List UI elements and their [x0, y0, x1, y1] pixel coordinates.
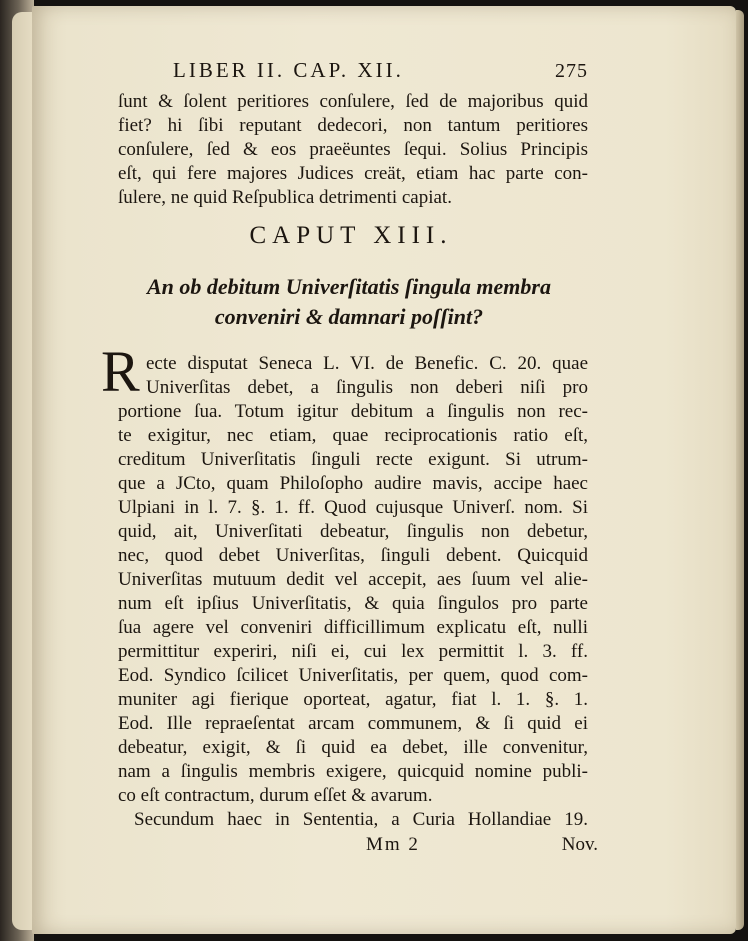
drop-cap: R	[101, 339, 140, 404]
text-line: portione ſua. Totum igitur debitum a ſingulis non rec-	[118, 401, 588, 422]
text-line: eſt, qui fere majores Judices creät, etiam hac parte con-	[118, 163, 588, 184]
text-line: ſunt & ſolent peritiores conſulere, ſed de majoribus quid	[118, 91, 588, 112]
page-fore-edge	[736, 10, 744, 930]
text-line: muniter agi fierique oporteat, agatur, fiat l. 1. §. 1.	[118, 689, 588, 710]
text-line: fiet? hi ſibi reputant dedecori, non tantum peritiores	[118, 115, 588, 136]
text-line: debeatur, exigit, & ſi quid ea debet, ille convenitur,	[118, 737, 588, 758]
text-line: Eod. Ille repraeſentat arcam communem, & ſi quid ei	[118, 713, 588, 734]
signature-mark: Mm 2	[366, 834, 420, 855]
text-line: nec, quod debet Univerſitas, ſinguli debent. Quicquid	[118, 545, 588, 566]
text-line: creditum Univerſitatis ſinguli recte exigunt. Si utrum-	[118, 449, 588, 470]
running-head-title: LIBER II. CAP. XII.	[173, 58, 404, 82]
text-line: co eſt contractum, durum eſſet & avarum.	[118, 785, 433, 806]
text-line: Eod. Syndico ſcilicet Univerſitatis, per quem, quod com-	[118, 665, 588, 686]
text-line: nam a ſingulis membris exigere, quicquid nomine publi-	[118, 761, 588, 782]
text-line: Ulpiani in l. 7. §. 1. ff. Quod cujusque Univerſ. nom. Si	[118, 497, 588, 518]
chapter-subtitle-line-2: conveniri & damnari poſſint?	[214, 304, 484, 329]
text-line: quid, ait, Univerſitati debeatur, ſingulis non debetur,	[118, 521, 588, 542]
page-number: 275	[555, 60, 588, 82]
text-line: ſua agere vel conveniri difficillimum explicatu eſt, nulli	[118, 617, 588, 638]
text-line: Univerſitas mutuum dedit vel accepit, aes ſuum vel alie-	[118, 569, 588, 590]
running-head	[118, 56, 588, 86]
text-line: num eſt ipſius Univerſitatis, & quia ſingulos pro parte	[118, 593, 588, 614]
catchword: Nov.	[561, 834, 598, 855]
text-line: permittitur experiri, niſi ei, cui lex permittit l. 3. ff.	[118, 641, 588, 662]
text-line: Secundum haec in Sententia, a Curia Hollandiae 19.	[134, 809, 588, 830]
text-line: conſulere, ſed & eos praeëuntes ſequi. Solius Principis	[118, 139, 588, 160]
chapter-subtitle-line-1: An ob debitum Univerſitatis ſingula membra	[147, 274, 551, 299]
text-line: te exigitur, nec etiam, quae reciprocationis ratio eſt,	[118, 425, 588, 446]
text-line: que a JCto, quam Philoſopho audire mavis, accipe haec	[118, 473, 588, 494]
chapter-title: CAPUT XIII.	[249, 222, 453, 249]
text-line: ſulere, ne quid Reſpublica detrimenti capiat.	[118, 187, 452, 208]
text-line: Univerſitas debet, a ſingulis non deberi niſi pro	[146, 377, 588, 398]
text-line: ecte disputat Seneca L. VI. de Benefic. C. 20. quae	[146, 353, 588, 374]
